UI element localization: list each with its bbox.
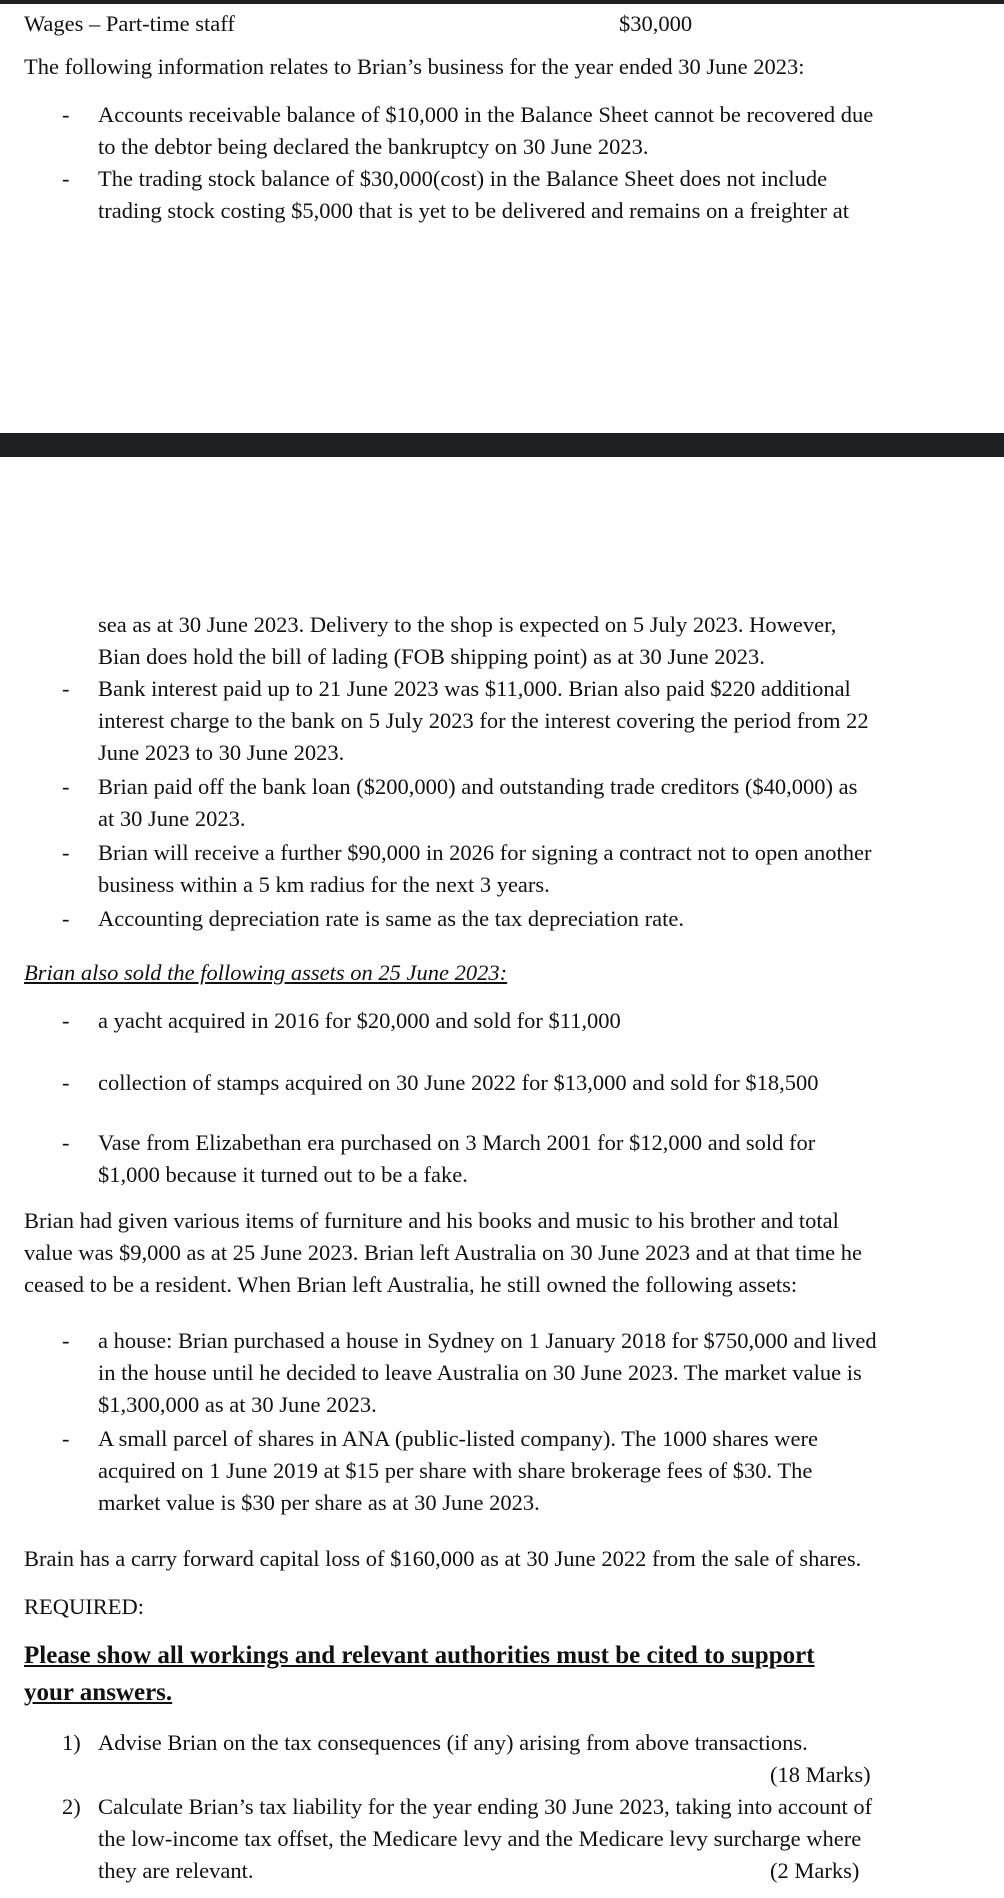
gift-para-line: ceased to be a resident. When Brian left Australia, he still owned the following assets: xyxy=(24,1272,798,1297)
info-item-line: business within a 5 km radius for the next 3 years. xyxy=(98,872,550,897)
wages-amount: $30,000 xyxy=(619,11,693,36)
info-item-line: interest charge to the bank on 5 July 2023 for the interest covering the period from 22 xyxy=(98,708,869,733)
info-item-line: at 30 June 2023. xyxy=(98,806,246,831)
carry-forward-text: Brain has a carry forward capital loss of $160,000 as at 30 June 2022 from the sale of shares. xyxy=(24,1546,862,1571)
instruction-line: your answers. xyxy=(24,1679,173,1706)
owned-item-line: acquired on 1 June 2019 at $15 per share with share brokerage fees of $30. The xyxy=(98,1458,813,1483)
gift-para-line: value was $9,000 as at 25 June 2023. Brian left Australia on 30 June 2023 and at that time he xyxy=(24,1240,862,1265)
bullet-dash: - xyxy=(62,1328,70,1353)
bullet-dash: - xyxy=(62,1070,70,1095)
bullet-dash: - xyxy=(62,676,70,701)
question-line: Calculate Brian’s tax liability for the year ending 30 June 2023, taking into account of xyxy=(98,1794,873,1819)
bullet-dash: - xyxy=(62,840,70,865)
question-number: 1) xyxy=(62,1730,81,1755)
info-item-line: Brian will receive a further $90,000 in 2026 for signing a contract not to open another xyxy=(98,840,872,865)
owned-item-line: a house: Brian purchased a house in Sydney on 1 January 2018 for $750,000 and lived xyxy=(98,1328,877,1353)
info-item-line: Bank interest paid up to 21 June 2023 was $11,000. Brian also paid $220 additional xyxy=(98,676,851,701)
bullet-dash: - xyxy=(62,166,70,191)
question-marks: (18 Marks) xyxy=(770,1762,871,1787)
wages-label: Wages – Part-time staff xyxy=(24,11,235,36)
owned-item-line: $1,300,000 as at 30 June 2023. xyxy=(98,1392,377,1417)
bullet-dash: - xyxy=(62,1008,70,1033)
question-line: they are relevant. xyxy=(98,1858,254,1883)
info-item-line: to the debtor being declared the bankruptcy on 30 June 2023. xyxy=(98,134,649,159)
sold-heading: Brian also sold the following assets on 25 June 2023: xyxy=(24,960,508,985)
owned-item-line: market value is $30 per share as at 30 June 2023. xyxy=(98,1490,540,1515)
info-item-line: Brian paid off the bank loan ($200,000) and outstanding trade creditors ($40,000) as xyxy=(98,774,858,799)
page-divider-bar xyxy=(0,433,1004,457)
required-label: REQUIRED: xyxy=(24,1594,144,1619)
sold-item-line: collection of stamps acquired on 30 June 2022 for $13,000 and sold for $18,500 xyxy=(98,1070,819,1095)
top-dark-bar xyxy=(0,0,1004,4)
gift-para-line: Brian had given various items of furniture and his books and music to his brother and total xyxy=(24,1208,839,1233)
question-marks: (2 Marks) xyxy=(770,1858,860,1883)
info-item-line: June 2023 to 30 June 2023. xyxy=(98,740,345,765)
info-item-line: The trading stock balance of $30,000(cost) in the Balance Sheet does not include xyxy=(98,166,828,191)
continuation-line: Bian does hold the bill of lading (FOB shipping point) as at 30 June 2023. xyxy=(98,644,765,669)
instruction-line: Please show all workings and relevant authorities must be cited to support xyxy=(24,1642,815,1669)
sold-item-line: a yacht acquired in 2016 for $20,000 and sold for $11,000 xyxy=(98,1008,621,1033)
intro-text: The following information relates to Brian’s business for the year ended 30 June 2023: xyxy=(24,54,805,79)
owned-item-line: in the house until he decided to leave Australia on 30 June 2023. The market value is xyxy=(98,1360,862,1385)
question-number: 2) xyxy=(62,1794,81,1819)
owned-item-line: A small parcel of shares in ANA (public-listed company). The 1000 shares were xyxy=(98,1426,819,1451)
question-line: Advise Brian on the tax consequences (if any) arising from above transactions. xyxy=(98,1730,808,1755)
sold-item-line: Vase from Elizabethan era purchased on 3 March 2001 for $12,000 and sold for xyxy=(98,1130,816,1155)
info-item-line: Accounting depreciation rate is same as the tax depreciation rate. xyxy=(98,906,684,931)
sold-item-line: $1,000 because it turned out to be a fake. xyxy=(98,1162,468,1187)
question-line: the low-income tax offset, the Medicare levy and the Medicare levy surcharge where xyxy=(98,1826,862,1851)
bullet-dash: - xyxy=(62,1426,70,1451)
bullet-dash: - xyxy=(62,1130,70,1155)
info-item-line: Accounts receivable balance of $10,000 in the Balance Sheet cannot be recovered due xyxy=(98,102,874,127)
bullet-dash: - xyxy=(62,102,70,127)
info-item-line: trading stock costing $5,000 that is yet to be delivered and remains on a freighter at xyxy=(98,198,850,223)
bullet-dash: - xyxy=(62,774,70,799)
continuation-line: sea as at 30 June 2023. Delivery to the shop is expected on 5 July 2023. However, xyxy=(98,612,837,637)
bullet-dash: - xyxy=(62,906,70,931)
